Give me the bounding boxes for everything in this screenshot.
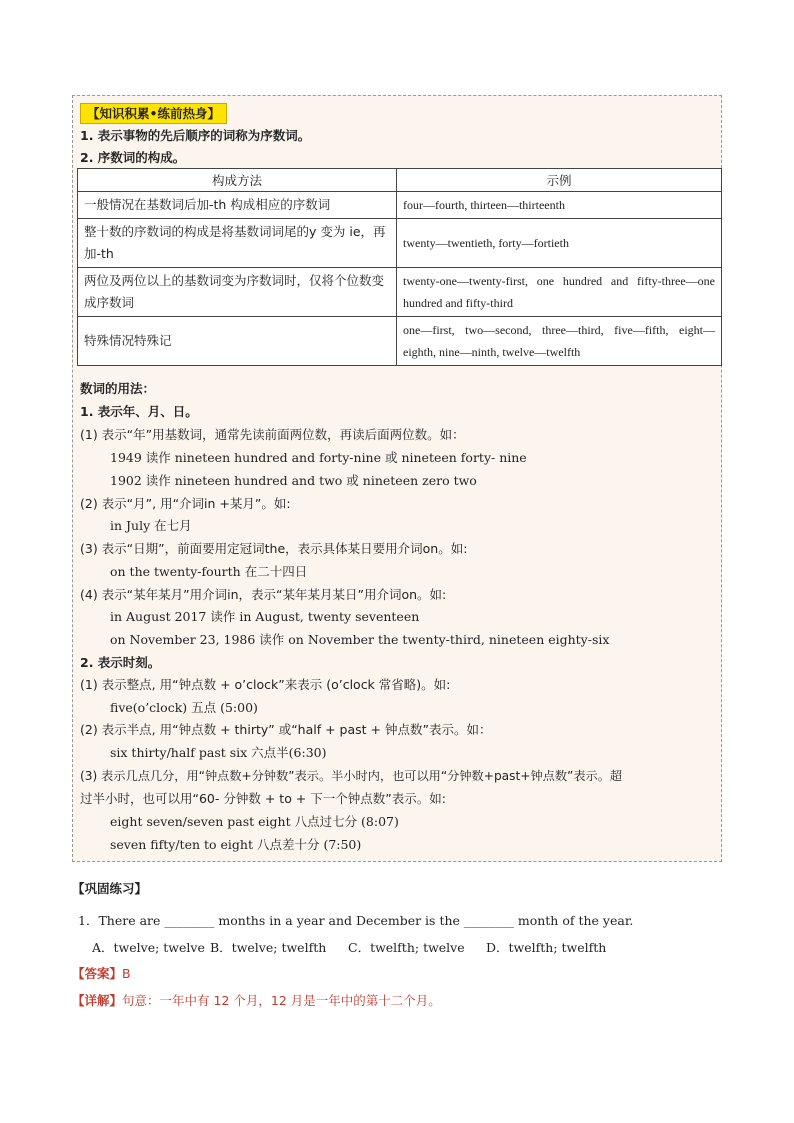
answer-label: 【答案】 — [72, 966, 123, 981]
rule-2-2: (2) 表示半点, 用“钟点数 + thirty” 或“half + past + 钟点数”表示。如： — [80, 722, 492, 737]
section-2-title: 2. 表示时刻。 — [80, 655, 161, 670]
rule-2-3b: 过半小时，也可以用“60- 分钟数 + to + 下一个钟点数”表示。如: — [80, 791, 446, 806]
detail-text: 句意：一年中有 12 个月，12 月是一年中的第十二个月。 — [122, 993, 441, 1008]
rule-1-3: (3) 表示“日期”，前面要用定冠词the，表示具体某日要用介词on。如: — [80, 541, 468, 556]
rule-2-3a: (3) 表示几点几分，用“钟点数+分钟数”表示。半小时内，也可以用“分钟数+past+钟点数”表示。超 — [80, 769, 623, 783]
section-1-title: 1. 表示年、月、日。 — [80, 404, 198, 419]
example-2-3b: seven fifty/ten to eight 八点差十分 (7:50) — [110, 837, 362, 852]
method-cell: 整十数的序数词的构成是将基数词词尾的y 变为 ie，再加-th — [78, 219, 397, 268]
example-cell: twenty-one—twenty-first, one hundred and fifty-three—one hundred and fifty-third — [397, 268, 722, 317]
method-cell: 特殊情况特殊记 — [78, 317, 397, 366]
point-1: 1. 表示事物的先后顺序的词称为序数词。 — [80, 128, 311, 143]
detail-label: 【详解】 — [72, 993, 123, 1008]
table-header-row — [78, 169, 722, 192]
question-1: 1．There are ________ months in a year and December is the ________ month of the year. — [78, 913, 634, 928]
option-b: B．twelve; twelfth — [210, 940, 327, 955]
table-row — [78, 192, 722, 219]
example-cell: one—first, two—second, three—third, five—fifth, eight—eighth, nine—ninth, twelve—twelfth — [397, 317, 722, 366]
rule-1-2: (2) 表示“月”, 用“介词in +某月”。如: — [80, 496, 291, 511]
example-cell: four—fourth, thirteen—thirteenth — [397, 192, 722, 219]
method-cell: 一般情况在基数词后加-th 构成相应的序数词 — [78, 192, 397, 219]
table-header: 示例 — [397, 169, 722, 192]
rule-1-4: (4) 表示“某年某月”用介词in，表示“某年某月某日”用介词on。如: — [80, 587, 447, 602]
usage-title: 数词的用法： — [80, 381, 156, 396]
example-2-2: six thirty/half past six 六点半(6:30) — [110, 745, 327, 760]
option-a: A．twelve; twelve — [92, 940, 205, 955]
option-c: C．twelfth; twelve — [348, 940, 465, 955]
example-cell: twenty—twentieth, forty—fortieth — [397, 219, 722, 268]
answer-value: B — [122, 966, 131, 981]
rule-1-1: (1) 表示“年”用基数词，通常先读前面两位数，再读后面两位数。如： — [80, 427, 465, 442]
example-1-3: on the twenty-fourth 在二十四日 — [110, 564, 308, 579]
method-cell: 两位及两位以上的基数词变为序数词时，仅将个位数变成序数词 — [78, 268, 397, 317]
example-2-3a: eight seven/seven past eight 八点过七分 (8:07) — [110, 814, 399, 829]
example-1-4a: in August 2017 读作 in August, twenty seventeen — [110, 609, 420, 624]
rule-2-1: (1) 表示整点, 用“钟点数 + o’clock”来表示 (o’clock 常省略)。如: — [80, 677, 451, 692]
practice-title: 【巩固练习】 — [72, 881, 148, 896]
option-d: D．twelfth; twelfth — [486, 940, 607, 955]
example-1-2: in July 在七月 — [110, 518, 192, 533]
example-1-4b: on November 23, 1986 读作 on November the twenty-third, nineteen eighty-six — [110, 632, 610, 647]
table-row — [78, 219, 722, 268]
table-row — [78, 268, 722, 317]
point-2: 2. 序数词的构成。 — [80, 150, 186, 165]
table-header: 构成方法 — [78, 169, 397, 192]
example-1-1b: 1902 读作 nineteen hundred and two 或 nineteen zero two — [110, 473, 477, 488]
ordinal-table — [77, 168, 722, 366]
example-2-1: five(o’clock) 五点 (5:00) — [110, 700, 258, 715]
table-row — [78, 317, 722, 366]
example-1-1a: 1949 读作 nineteen hundred and forty-nine 或 nineteen forty- nine — [110, 450, 527, 465]
section-tag: 【知识积累•练前热身】 — [80, 103, 227, 124]
